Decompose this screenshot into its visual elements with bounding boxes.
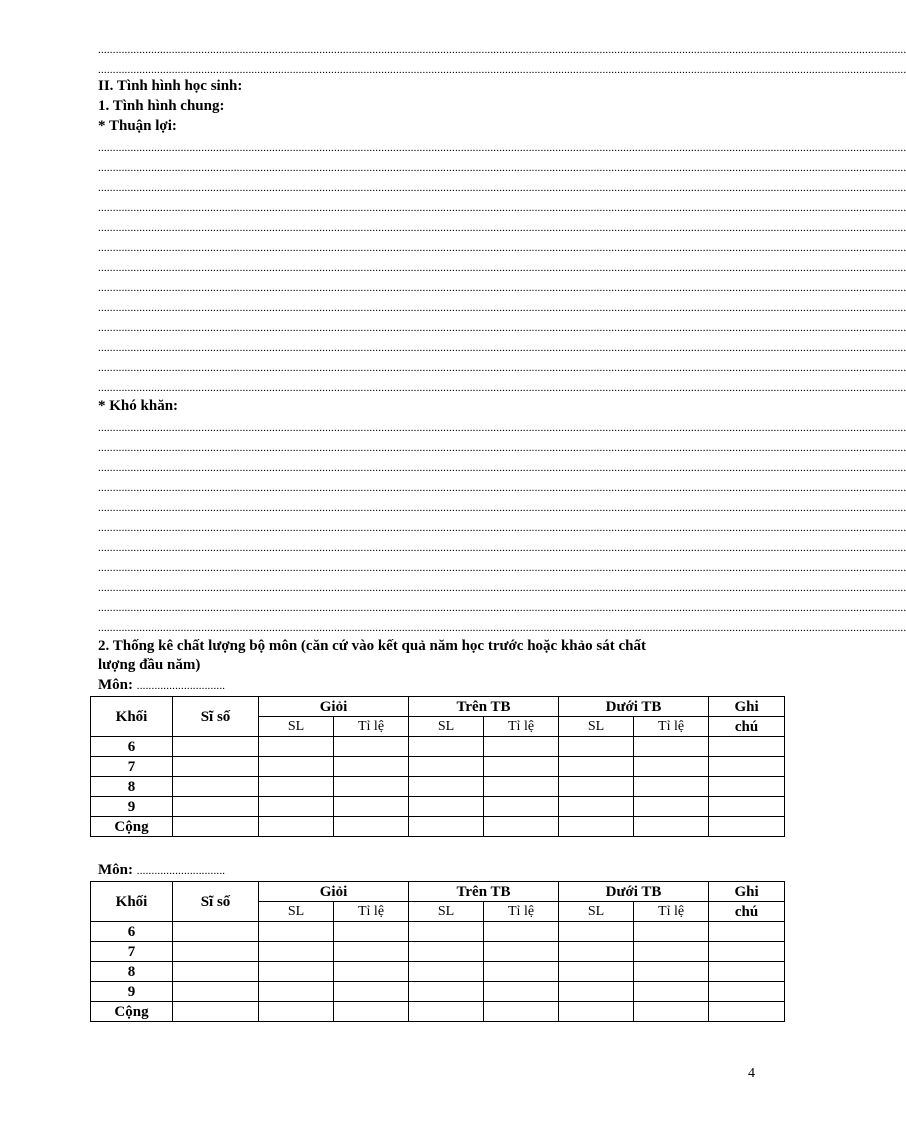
table-row [91, 982, 785, 1002]
stats-table-2 [90, 881, 785, 1022]
dotted-line: .................................................................................................................................................................................................................................................................................. [98, 242, 906, 254]
sub-sl: SL [559, 902, 634, 922]
grade-cell: 8 [91, 962, 173, 982]
col-ghi-chu: Ghi [709, 697, 785, 717]
dotted-line: .................................................................................................................................................................................................................................................................................. [98, 322, 906, 334]
dotted-line: .................................................................................................................................................................................................................................................................................. [98, 64, 906, 76]
table-header-row [91, 882, 785, 902]
subject-label [98, 677, 225, 694]
col-duoi-tb: Dưới TB [559, 882, 709, 902]
advantages-label: * Thuận lợi: [98, 118, 177, 134]
sub-tile: Tỉ lệ [484, 717, 559, 737]
subject-label-text: Môn: [98, 862, 133, 878]
col-ghi-chu: Ghi [709, 882, 785, 902]
section-heading: II. Tình hình học sinh: [98, 78, 243, 94]
dotted-line: .................................................................................................................................................................................................................................................................................. [98, 202, 906, 214]
grade-cell: 6 [91, 922, 173, 942]
dotted-line: .................................................................................................................................................................................................................................................................................. [98, 582, 906, 594]
subsection-heading: 1. Tình hình chung: [98, 98, 225, 114]
stats-heading-line1: 2. Thống kê chất lượng bộ môn (căn cứ vào kết quả năm học trước hoặc khảo sát chất [98, 638, 646, 654]
table-row [91, 737, 785, 757]
table-body [91, 737, 785, 837]
col-siso: Sĩ số [173, 697, 259, 737]
table-row [91, 777, 785, 797]
grade-cell: 6 [91, 737, 173, 757]
sub-sl: SL [559, 717, 634, 737]
page-number: 4 [748, 1066, 755, 1081]
col-tren-tb: Trên TB [409, 697, 559, 717]
table-row [91, 797, 785, 817]
stats-heading-line2: lượng đầu năm) [98, 657, 201, 673]
table-row [91, 942, 785, 962]
table-row [91, 757, 785, 777]
sub-sl: SL [409, 717, 484, 737]
dotted-line: .................................................................................................................................................................................................................................................................................. [98, 262, 906, 274]
grade-cell: 9 [91, 982, 173, 1002]
table-row [91, 817, 785, 837]
dotted-line: .................................................................................................................................................................................................................................................................................. [98, 442, 906, 454]
dotted-line: .................................................................................................................................................................................................................................................................................. [98, 502, 906, 514]
dotted-line: .................................................................................................................................................................................................................................................................................. [98, 482, 906, 494]
col-gioi: Giỏi [259, 882, 409, 902]
dotted-line: .................................................................................................................................................................................................................................................................................. [98, 622, 906, 634]
col-khoi: Khối [91, 697, 173, 737]
dotted-line: .................................................................................................................................................................................................................................................................................. [98, 222, 906, 234]
table-row [91, 922, 785, 942]
grade-cell: 8 [91, 777, 173, 797]
subject-dots: .............................. [136, 865, 226, 877]
dotted-line: .................................................................................................................................................................................................................................................................................. [98, 362, 906, 374]
subject-dots: .............................. [136, 680, 226, 692]
subject-label [98, 862, 225, 879]
grade-cell: 9 [91, 797, 173, 817]
dotted-line: .................................................................................................................................................................................................................................................................................. [98, 162, 906, 174]
grade-cell: 7 [91, 757, 173, 777]
dotted-line: .................................................................................................................................................................................................................................................................................. [98, 302, 906, 314]
sub-sl: SL [409, 902, 484, 922]
col-duoi-tb: Dưới TB [559, 697, 709, 717]
sub-tile: Tỉ lệ [484, 902, 559, 922]
sub-tile: Tỉ lệ [334, 902, 409, 922]
table-header-row [91, 697, 785, 717]
col-khoi: Khối [91, 882, 173, 922]
sub-sl: SL [259, 902, 334, 922]
dotted-line: .................................................................................................................................................................................................................................................................................. [98, 602, 906, 614]
sub-tile: Tỉ lệ [334, 717, 409, 737]
table-body [91, 922, 785, 1022]
col-ghi-chu-2: chú [709, 902, 785, 922]
dotted-line: .................................................................................................................................................................................................................................................................................. [98, 462, 906, 474]
sub-tile: Tỉ lệ [634, 902, 709, 922]
dotted-line: .................................................................................................................................................................................................................................................................................. [98, 282, 906, 294]
table-row [91, 962, 785, 982]
stats-table-1 [90, 696, 785, 837]
grade-cell: Cộng [91, 817, 173, 837]
dotted-line: .................................................................................................................................................................................................................................................................................. [98, 142, 906, 154]
dotted-line: .................................................................................................................................................................................................................................................................................. [98, 562, 906, 574]
dotted-line: .................................................................................................................................................................................................................................................................................. [98, 342, 906, 354]
dotted-line: .................................................................................................................................................................................................................................................................................. [98, 542, 906, 554]
grade-cell: 7 [91, 942, 173, 962]
col-siso: Sĩ số [173, 882, 259, 922]
sub-tile: Tỉ lệ [634, 717, 709, 737]
dotted-line: .................................................................................................................................................................................................................................................................................. [98, 382, 906, 394]
subject-label-text: Môn: [98, 677, 133, 693]
table-row [91, 1002, 785, 1022]
col-ghi-chu-2: chú [709, 717, 785, 737]
difficulties-label: * Khó khăn: [98, 398, 179, 414]
dotted-line: .................................................................................................................................................................................................................................................................................. [98, 422, 906, 434]
sub-sl: SL [259, 717, 334, 737]
dotted-line: .................................................................................................................................................................................................................................................................................. [98, 182, 906, 194]
col-gioi: Giỏi [259, 697, 409, 717]
dotted-line: .................................................................................................................................................................................................................................................................................. [98, 44, 906, 56]
col-tren-tb: Trên TB [409, 882, 559, 902]
grade-cell: Cộng [91, 1002, 173, 1022]
dotted-line: .................................................................................................................................................................................................................................................................................. [98, 522, 906, 534]
